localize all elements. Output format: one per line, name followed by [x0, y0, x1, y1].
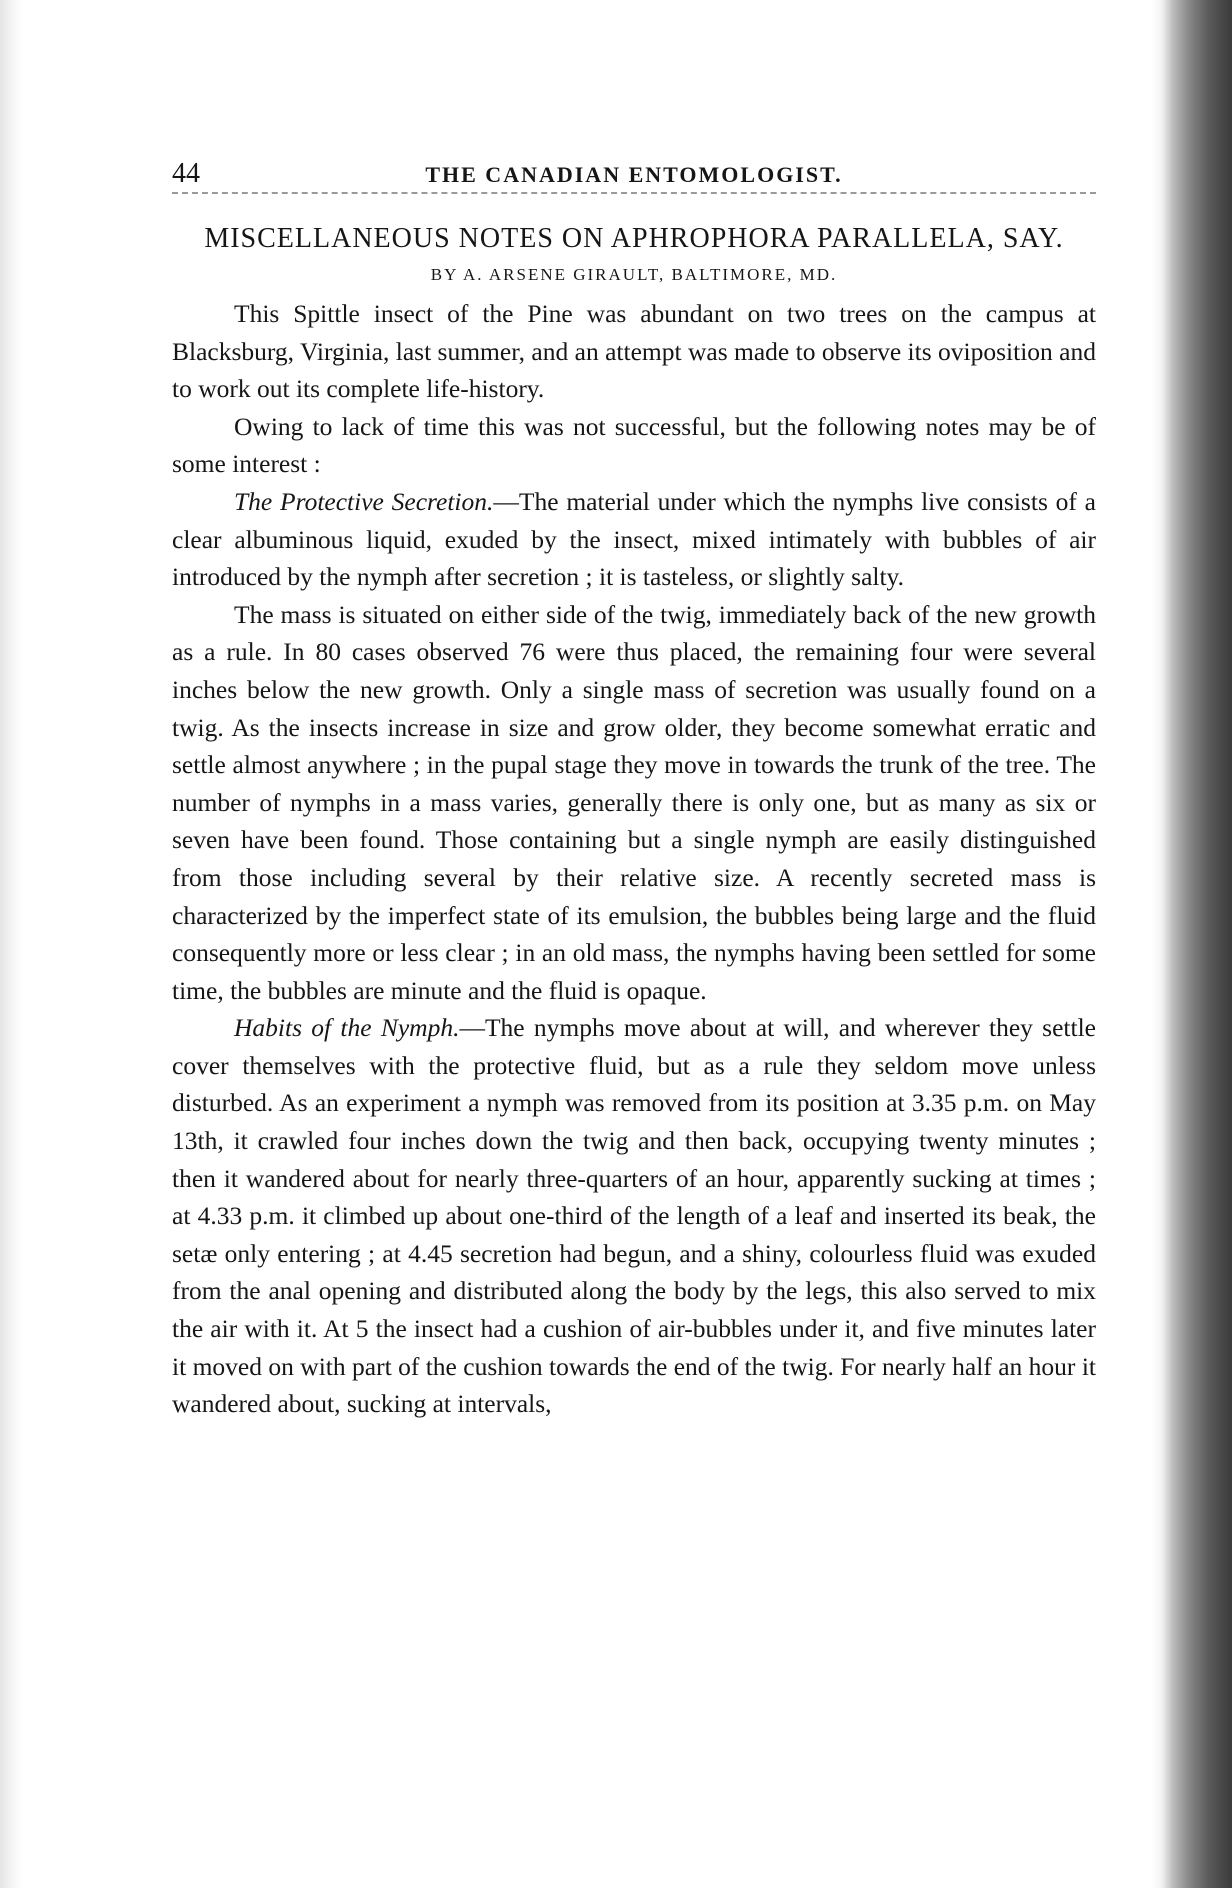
paragraph [172, 1009, 1096, 1423]
running-head [172, 150, 1096, 194]
page-edge-left [0, 0, 22, 1888]
article-title: MISCELLANEOUS NOTES ON APHROPHORA PARALLELA, SAY. [204, 223, 1064, 254]
paragraph [172, 596, 1096, 1010]
paragraph-text: Owing to lack of time this was not successful, but the following notes may be of some interest : [172, 411, 1096, 479]
paragraph-heading: Habits of the Nymph. [234, 1013, 460, 1043]
article-body [172, 295, 1096, 1423]
paragraph [172, 483, 1096, 596]
paragraph-text: The mass is situated on either side of the twig, immediately back of the new growth as a rule. In 80 cases observed 76 were thus placed, the remaining four were several inches below the new growth. Only a single mass of secretion was usually found on a twig. As the insects increase in size and grow older, they become somewhat erratic and settle almost anywhere ; in the pupal stage they move in towards the trunk of the tree. The number of nymphs in a mass varies, generally there is only one, but as many as six or seven have been found. Those containing but a single nymph are easily distinguished from those including several by their relative size. A recently secreted mass is characterized by the imperfect state of its emulsion, the bubbles being large and the fluid consequently more or less clear ; in an old mass, the nymphs having been settled for some time, the bubbles are minute and the fluid is opaque. [172, 599, 1096, 1005]
page-edge-right [1152, 0, 1232, 1888]
article-byline: BY A. ARSENE GIRAULT, BALTIMORE, MD. [430, 265, 838, 284]
paragraph [172, 295, 1096, 408]
paragraph-heading: The Protective Secretion. [234, 486, 494, 516]
paragraph-text: This Spittle insect of the Pine was abundant on two trees on the campus at Blacksburg, Virginia, last summer, and an attempt was made to observe its oviposition and to work out its complete life-history. [172, 299, 1096, 404]
journal-title: THE CANADIAN ENTOMOLOGIST. [425, 162, 843, 187]
paragraph-text: —The material under which the nymphs live consists of a clear albuminous liquid, exuded by the insect, mixed intimately with bubbles of air introduced by the nymph after secretion ; it is tasteless, or slightly salty. [172, 486, 1096, 592]
paragraph [172, 408, 1096, 483]
printed-page [172, 150, 1096, 1423]
page-number: 44 [172, 158, 200, 189]
paragraph-text: —The nymphs move about at will, and wherever they settle cover themselves with the protective fluid, but as a rule they seldom move unless disturbed. As an experiment a nymph was removed from its position at 3.35 p.m. on May 13th, it crawled four inches down the twig and then back, occupying twenty minutes ; then it wandered about for nearly three-quarters of an hour, apparently sucking at times ; at 4.33 p.m. it climbed up about one-third of the length of a leaf and inserted its beak, the setæ only entering ; at 4.45 secretion had begun, and a shiny, colourless fluid was exuded from the anal opening and distributed along the body by the legs, this also served to mix the air with it. At 5 the insect had a cushion of air-bubbles under it, and five minutes later it moved on with part of the cushion towards the end of the twig. For nearly half an hour it wandered about, sucking at intervals, [172, 1013, 1096, 1419]
